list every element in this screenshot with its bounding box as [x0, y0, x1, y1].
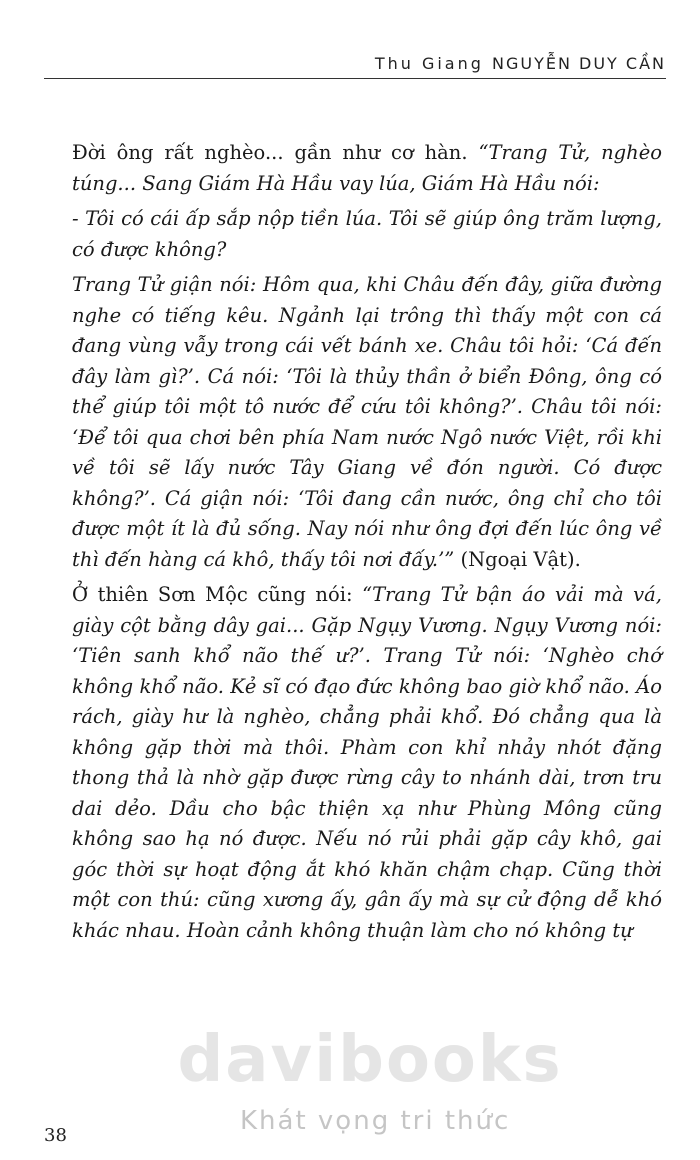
header-author: NGUYỄN DUY CẦN: [492, 54, 666, 73]
text-run-italic: “Trang Tử, nghèo túng... Sang Giám Hà Hầu vay lúa, Giám Hà Hầu nói:: [72, 141, 662, 195]
page-number: 38: [44, 1125, 67, 1146]
watermark-logo: davibooks: [177, 1023, 563, 1097]
text-run: Ở thiên Sơn Mộc cũng nói:: [72, 583, 363, 606]
text-run: Đời ông rất nghèo... gần như cơ hàn.: [72, 141, 479, 164]
watermark: [150, 1023, 590, 1136]
text-run-italic: Trang Tử giận nói: Hôm qua, khi Châu đến đây, giữa đường nghe có tiếng kêu. Ngảnh lại trông thì thấy một con cá đang vùng vẫy trong cái vết bánh xe. Châu tôi hỏi: ‘Cá đến đây làm gì?’. Cá nói: ‘Tôi là thủy thần ở biển Đông, ông có thể giúp tôi một tô nước để cứu tôi không?’. Châu tôi nói: ‘Để tôi qua chơi bên phía Nam nước Ngô nước Việt, rồi khi về tôi sẽ lấy nước Tây Giang về đón người. Có được không?’. Cá giận nói: ‘Tôi đang cần nước, ông chỉ cho tôi được một ít là đủ sống. Nay nói như ông đợi đến lúc ông về thì đến hàng cá khô, thấy tôi nơi đấy.’”: [72, 273, 662, 571]
text-run-italic: - Tôi có cái ấp sắp nộp tiền lúa. Tôi sẽ giúp ông trăm lượng, có được không?: [72, 207, 662, 261]
watermark-tagline: Khát vọng tri thức: [240, 1106, 511, 1136]
text-run: (Ngoại Vật).: [454, 547, 581, 571]
paragraph: [72, 138, 662, 199]
paragraph: [72, 580, 662, 946]
paragraph: [72, 204, 662, 265]
header-prefix: Thu Giang: [374, 54, 484, 73]
paragraph: [72, 270, 662, 575]
header-rule: [44, 78, 666, 79]
running-header: [375, 54, 666, 73]
body-text: [72, 138, 662, 951]
text-run-italic: “Trang Tử bận áo vải mà vá, giày cột bằng dây gai... Gặp Ngụy Vương. Ngụy Vương nói: ‘Tiên sanh khổ não thế ư?’. Trang Tử nói: ‘Nghèo chớ không khổ não. Kẻ sĩ có đạo đức không bao giờ khổ não. Áo rách, giày hư là nghèo, chẳng phải khổ. Đó chẳng qua là không gặp thời mà thôi. Phàm con khỉ nhảy nhót đặng thong thả là nhờ gặp được rừng cây to nhánh dài, trơn tru dai dẻo. Dầu cho bậc thiện xạ như Phùng Mông cũng không sao hạ nó được. Nếu nó rủi phải gặp cây khô, gai góc thời sự hoạt động ắt khó khăn chậm chạp. Cũng thời một con thú: cũng xương ấy, gân ấy mà sự cử động dễ khó khác nhau. Hoàn cảnh không thuận làm cho nó không tự: [72, 583, 662, 942]
